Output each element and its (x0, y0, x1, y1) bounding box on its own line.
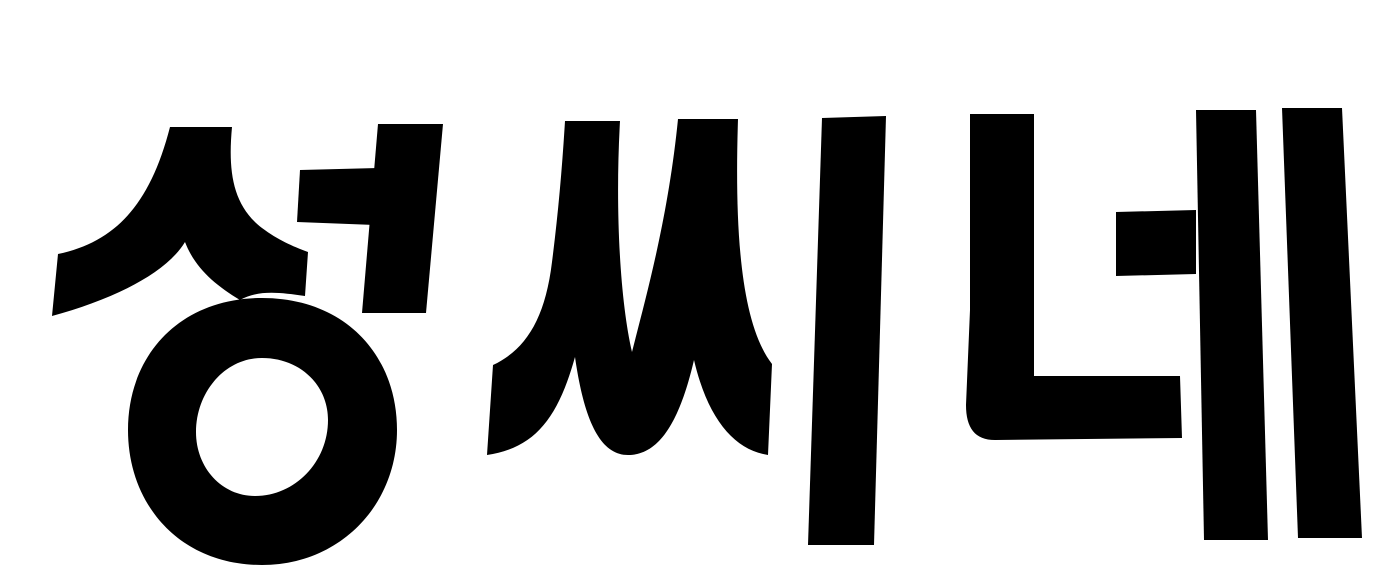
syllable-ssi (487, 116, 886, 545)
ssi-ssangsiot (487, 119, 772, 455)
ne-nieun (966, 114, 1182, 440)
syllable-seong (52, 124, 443, 565)
ne-e-vertical-right (1282, 108, 1362, 538)
seong-eo-stroke (297, 168, 378, 225)
ssi-i-vertical (808, 116, 886, 545)
seong-siot (52, 127, 308, 316)
seong-ieung (128, 298, 397, 565)
ne-e-stroke (1116, 210, 1196, 276)
seong-eo-vertical (362, 124, 443, 313)
ne-e-vertical-left (1196, 110, 1268, 540)
syllable-ne (966, 108, 1362, 540)
